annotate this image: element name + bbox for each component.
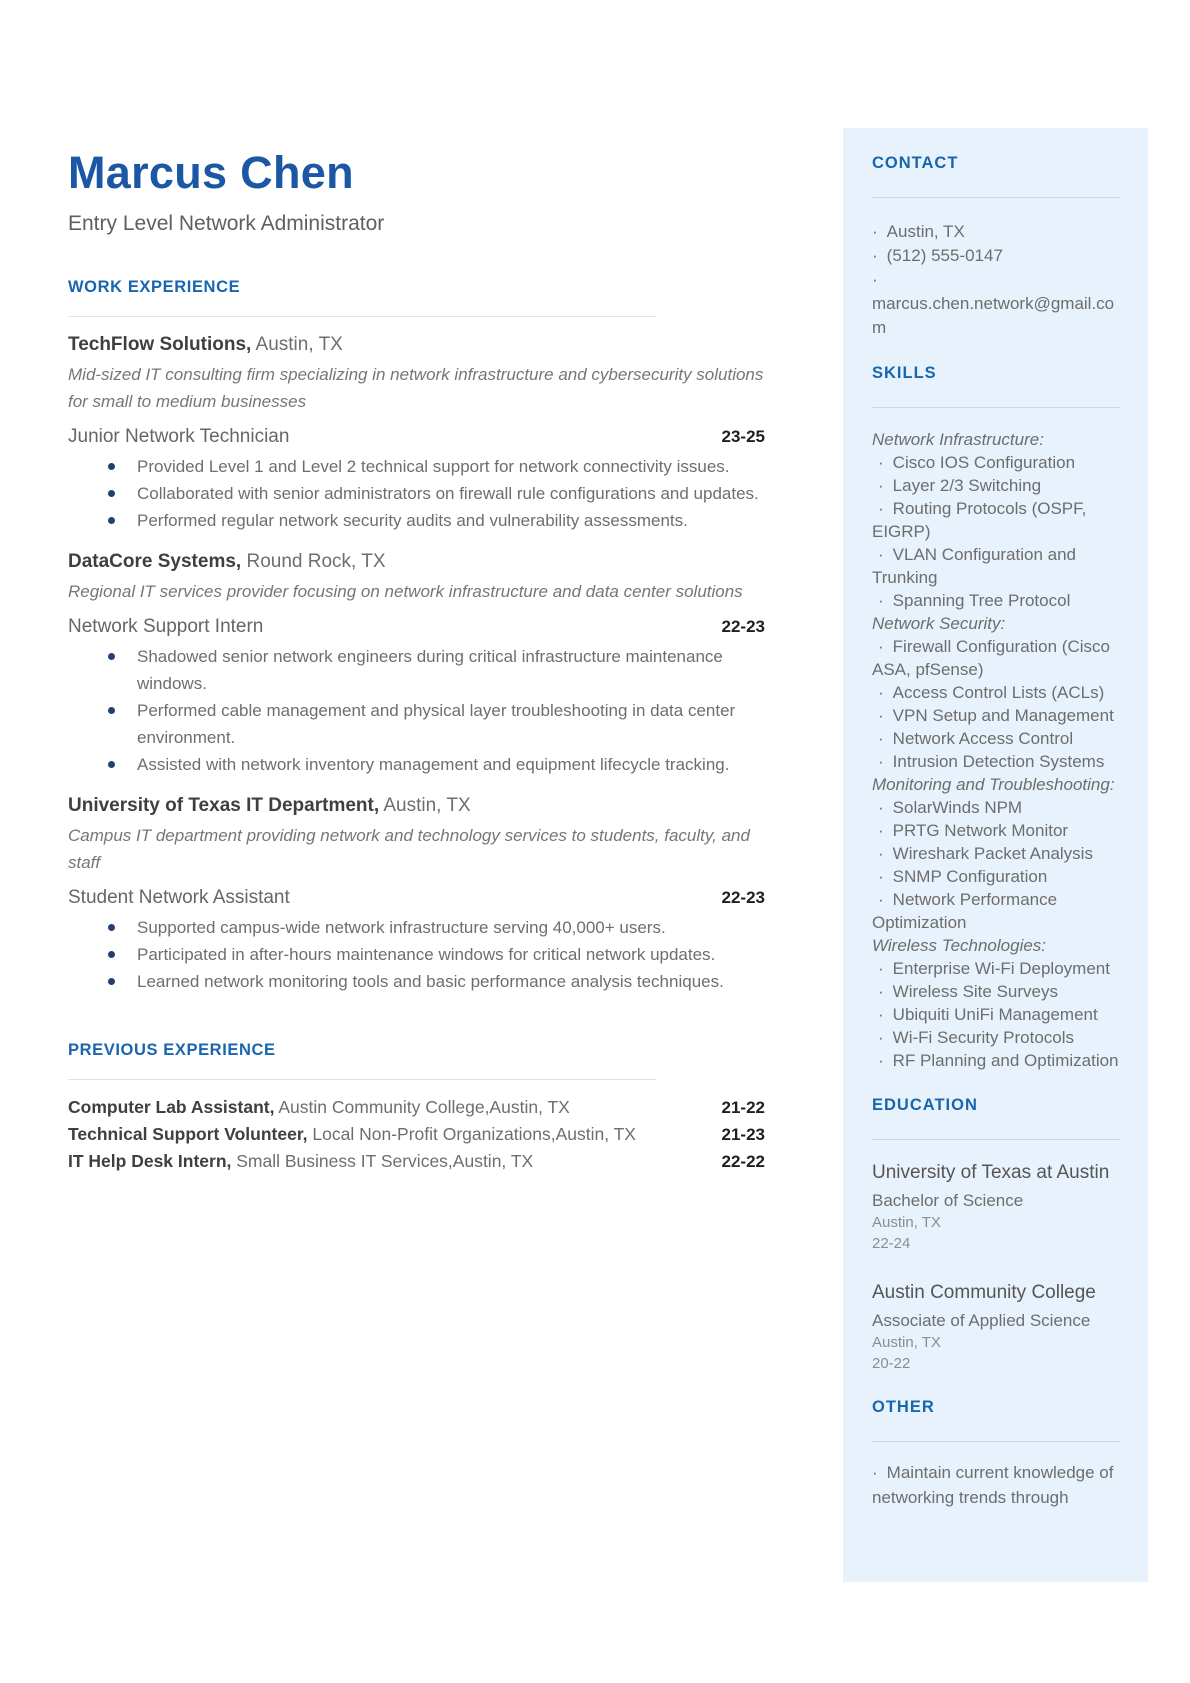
skill-item: · Cisco IOS Configuration [878, 453, 1076, 472]
company-description: Campus IT department providing network and technology services to students, faculty, and staff [68, 826, 750, 873]
company-name: University of Texas IT Department, [68, 795, 380, 817]
bullet-item: Learned network monitoring tools and basic performance analysis techniques. [68, 968, 765, 995]
company-location: Round Rock, TX [241, 551, 386, 573]
bullet-dot: · [878, 545, 884, 564]
skill-item: · Intrusion Detection Systems [878, 752, 1105, 771]
work-experience-list [68, 332, 765, 995]
education-entry [872, 1280, 1120, 1374]
bullet-item: Provided Level 1 and Level 2 technical support for network connectivity issues. [68, 453, 765, 480]
school-location: Austin, TX [872, 1334, 941, 1351]
sidebar-divider [872, 1441, 1120, 1442]
bullet-dot: · [872, 1463, 878, 1482]
bullet-dot: · [878, 683, 884, 702]
other-list [872, 1460, 1120, 1510]
job-title: Network Support Intern [68, 616, 264, 638]
sidebar-divider [872, 1139, 1120, 1140]
skill-item: · Layer 2/3 Switching [878, 476, 1042, 495]
skill-category: Wireless Technologies: [872, 936, 1047, 955]
company-location: Austin, TX [251, 334, 343, 356]
section-heading-education: EDUCATION [872, 1096, 978, 1114]
previous-role-org: Small Business IT Services,Austin, TX [231, 1151, 534, 1172]
bullet-dot: · [878, 453, 884, 472]
bullet-dot: · [878, 890, 884, 909]
main-column [68, 148, 765, 1175]
date-range: 21-22 [721, 1098, 765, 1118]
role-row [68, 426, 765, 448]
previous-role-org: Austin Community College,Austin, TX [274, 1097, 570, 1118]
company-location: Austin, TX [379, 795, 471, 817]
contact-item: · (512) 555-0147 [872, 246, 1003, 265]
previous-role [68, 1094, 570, 1121]
bullet-dot: · [878, 476, 884, 495]
skill-item: · Firewall Configuration (Cisco ASA, pfSense) [872, 637, 1110, 679]
previous-role-title: IT Help Desk Intern, [68, 1151, 232, 1172]
skill-item: · SNMP Configuration [878, 867, 1048, 886]
school-name: University of Texas at Austin [872, 1162, 1110, 1183]
bullet-dot: · [878, 959, 884, 978]
bullet-dot: · [878, 637, 884, 656]
bullet-dot: · [878, 1028, 884, 1047]
degree: Associate of Applied Science [872, 1311, 1091, 1330]
skill-item: · RF Planning and Optimization [878, 1051, 1119, 1070]
sidebar-divider [872, 197, 1120, 198]
skill-item: · Network Access Control [878, 729, 1074, 748]
bullet-item: Performed regular network security audits and vulnerability assessments. [68, 507, 765, 534]
school-dates: 22-24 [872, 1235, 911, 1252]
other-item: · Maintain current knowledge of networking trends through [872, 1463, 1114, 1507]
bullet-list [68, 914, 765, 995]
bullet-item: Assisted with network inventory management and equipment lifecycle tracking. [68, 751, 765, 778]
work-entry [68, 332, 765, 534]
date-range: 22-23 [721, 888, 765, 908]
sidebar [843, 128, 1148, 1582]
bullet-dot: · [878, 706, 884, 725]
bullet-dot: · [872, 222, 878, 241]
skill-item: · Ubiquiti UniFi Management [878, 1005, 1098, 1024]
bullet-dot: · [878, 591, 884, 610]
company-name: TechFlow Solutions, [68, 334, 252, 356]
skills-list [872, 428, 1120, 1072]
work-entry [68, 549, 765, 778]
section-heading-contact: CONTACT [872, 154, 959, 172]
company-header [68, 793, 765, 819]
skill-item: · VPN Setup and Management [878, 706, 1114, 725]
school-location: Austin, TX [872, 1214, 941, 1231]
education-entry [872, 1160, 1120, 1254]
bullet-item: Shadowed senior network engineers during critical infrastructure maintenance windows. [68, 643, 765, 697]
skill-category: Monitoring and Troubleshooting: [872, 775, 1115, 794]
previous-experience-list [68, 1094, 765, 1175]
skill-item: · Network Performance Optimization [872, 890, 1058, 932]
bullet-item: Participated in after-hours maintenance windows for critical network updates. [68, 941, 765, 968]
skill-item: · Wi-Fi Security Protocols [878, 1028, 1075, 1047]
skill-category: Network Security: [872, 614, 1006, 633]
skill-item: · Routing Protocols (OSPF, EIGRP) [872, 499, 1087, 541]
bullet-dot: · [878, 798, 884, 817]
sidebar-divider [872, 407, 1120, 408]
previous-role-org: Local Non-Profit Organizations,Austin, TX [307, 1124, 636, 1145]
contact-email [872, 268, 1120, 340]
bullet-dot: · [878, 982, 884, 1001]
date-range: 21-23 [721, 1125, 765, 1145]
school-name: Austin Community College [872, 1282, 1096, 1303]
person-name: Marcus Chen [68, 147, 354, 198]
bullet-dot: · [878, 752, 884, 771]
previous-role-row [68, 1148, 765, 1175]
previous-role-row [68, 1094, 765, 1121]
bullet-dot: · [872, 270, 878, 289]
job-title: Junior Network Technician [68, 426, 290, 448]
date-range: 23-25 [721, 427, 765, 447]
contact-item: · Austin, TX [872, 222, 965, 241]
bullet-dot: · [878, 1051, 884, 1070]
previous-role-row [68, 1121, 765, 1148]
company-header [68, 332, 765, 358]
role-row [68, 887, 765, 909]
previous-role-title: Computer Lab Assistant, [68, 1097, 275, 1118]
company-header [68, 549, 765, 575]
previous-role [68, 1121, 636, 1148]
previous-role [68, 1148, 533, 1175]
job-title: Student Network Assistant [68, 887, 290, 909]
bullet-dot: · [878, 729, 884, 748]
section-divider [68, 316, 656, 317]
section-heading-work-experience: WORK EXPERIENCE [68, 278, 241, 297]
skill-item: · SolarWinds NPM [878, 798, 1023, 817]
bullet-item: Collaborated with senior administrators on firewall rule configurations and updates. [68, 480, 765, 507]
bullet-dot: · [878, 867, 884, 886]
school-dates: 20-22 [872, 1355, 911, 1372]
previous-role-title: Technical Support Volunteer, [68, 1124, 308, 1145]
skill-category: Network Infrastructure: [872, 430, 1044, 449]
skill-item: · Access Control Lists (ACLs) [878, 683, 1105, 702]
skill-item: · Enterprise Wi-Fi Deployment [878, 959, 1110, 978]
section-divider [68, 1079, 656, 1080]
person-job-title: Entry Level Network Administrator [68, 212, 385, 236]
skill-item: · PRTG Network Monitor [878, 821, 1069, 840]
skill-item: · Wireless Site Surveys [878, 982, 1058, 1001]
company-description: Mid-sized IT consulting firm specializing in network infrastructure and cybersecurity solutions for small to medium businesses [68, 365, 764, 412]
skill-item: · VLAN Configuration and Trunking [872, 545, 1077, 587]
bullet-dot: · [878, 1005, 884, 1024]
section-heading-previous-experience: PREVIOUS EXPERIENCE [68, 1041, 276, 1060]
bullet-item: Performed cable management and physical layer troubleshooting in data center environment. [68, 697, 765, 751]
bullet-list [68, 643, 765, 778]
contact-list [872, 220, 1120, 340]
education-list [872, 1160, 1120, 1374]
role-row [68, 616, 765, 638]
date-range: 22-22 [721, 1152, 765, 1172]
skill-item: · Wireshark Packet Analysis [878, 844, 1093, 863]
skill-item: · Spanning Tree Protocol [878, 591, 1071, 610]
section-heading-skills: SKILLS [872, 364, 937, 382]
bullet-dot: · [878, 844, 884, 863]
degree: Bachelor of Science [872, 1191, 1024, 1210]
email-value: marcus.chen.network@gmail.com [872, 294, 1115, 337]
work-entry [68, 793, 765, 995]
company-name: DataCore Systems, [68, 551, 242, 573]
section-heading-other: OTHER [872, 1398, 935, 1416]
bullet-list [68, 453, 765, 534]
bullet-dot: · [878, 499, 884, 518]
date-range: 22-23 [721, 617, 765, 637]
company-description: Regional IT services provider focusing on network infrastructure and data center solutions [68, 582, 743, 602]
bullet-dot: · [878, 821, 884, 840]
bullet-dot: · [872, 246, 878, 265]
bullet-item: Supported campus-wide network infrastructure serving 40,000+ users. [68, 914, 765, 941]
